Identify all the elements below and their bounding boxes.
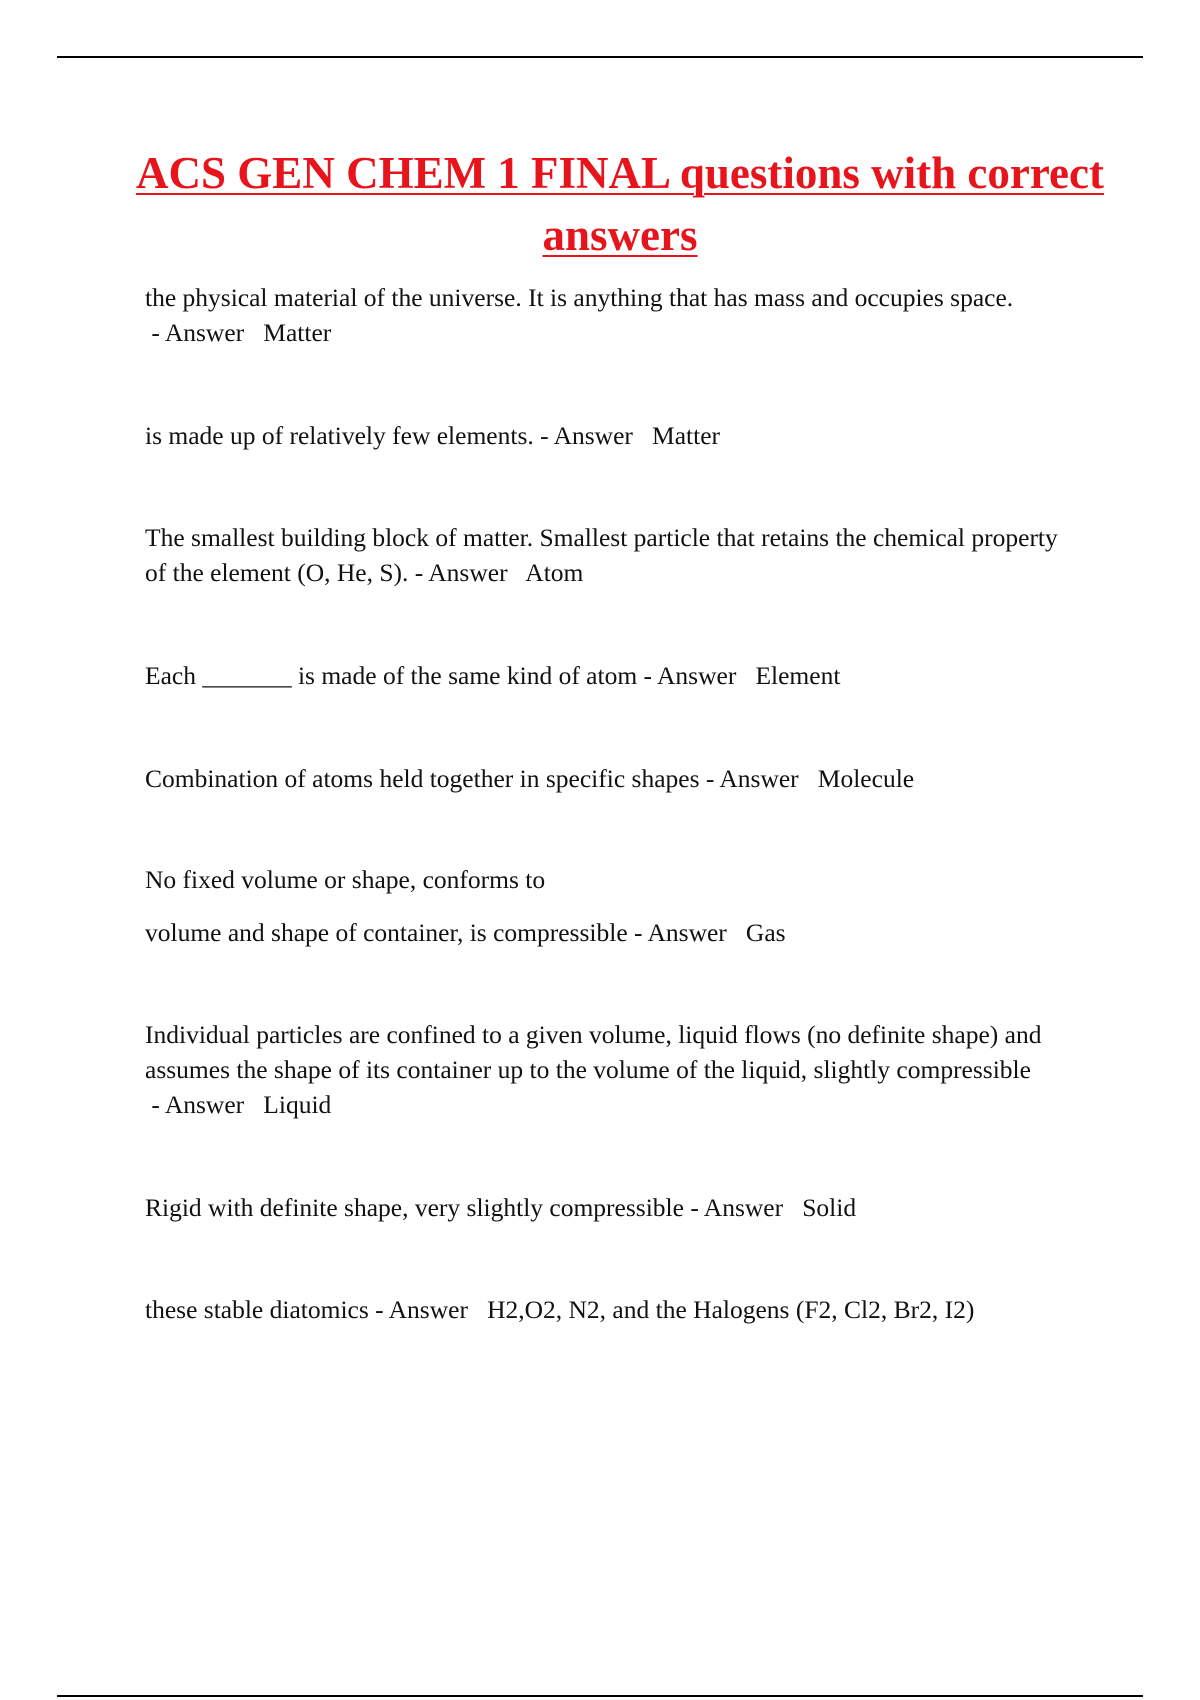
answer-text: Atom: [525, 558, 584, 587]
question-text: Each _______ is made of the same kind of atom: [145, 661, 638, 690]
question-text: these stable diatomics: [145, 1295, 369, 1324]
question-text: Combination of atoms held together in specific shapes: [145, 764, 700, 793]
answer-text: Gas: [745, 918, 786, 947]
answer-text: Solid: [802, 1193, 857, 1222]
question-text: Rigid with definite shape, very slightly compressible: [145, 1193, 684, 1222]
answer-label: - Answer: [637, 661, 756, 690]
qa-item: [145, 1017, 1085, 1122]
answer-label: - Answer: [145, 1090, 264, 1119]
question-text: Individual particles are confined to a given volume, liquid flows (no definite shape) and assumes the shape of its container up to the volume of the liquid, slightly compressible: [145, 1020, 1042, 1084]
qa-item: [145, 418, 1085, 453]
qa-item: [145, 1292, 1085, 1327]
bottom-rule: [57, 1695, 1143, 1697]
answer-text: Matter: [652, 421, 721, 450]
answer-label: - Answer: [533, 421, 653, 450]
question-text-line2-row: [145, 915, 1085, 950]
question-text: the physical material of the universe. It is anything that has mass and occupies space.: [145, 283, 1014, 312]
answer-text: Element: [755, 661, 841, 690]
qa-item: [145, 761, 1085, 796]
question-text: is made up of relatively few elements.: [145, 421, 534, 450]
answer-text: H2,O2, N2, and the Halogens (F2, Cl2, Br2, I2): [487, 1295, 975, 1324]
answer-text: Liquid: [263, 1090, 332, 1119]
answer-label: - Answer: [145, 318, 264, 347]
question-text-line2: volume and shape of container, is compressible: [145, 918, 628, 947]
question-text-line1: No fixed volume or shape, conforms to: [145, 865, 546, 894]
qa-item: [145, 280, 1085, 350]
document-title: ACS GEN CHEM 1 FINAL questions with correct answers: [136, 148, 1104, 260]
answer-text: Matter: [263, 318, 332, 347]
answer-label: - Answer: [627, 918, 746, 947]
answer-label: - Answer: [368, 1295, 488, 1324]
top-rule: [57, 56, 1143, 58]
qa-item: [145, 1190, 1085, 1225]
qa-item: [145, 658, 1085, 693]
answer-label: - Answer: [408, 558, 526, 587]
answer-label: - Answer: [683, 1193, 803, 1222]
qa-item: [145, 862, 1085, 950]
question-text: The smallest building block of matter. Smallest particle that retains the chemical property of the element (O, He, S).: [145, 523, 1058, 587]
answer-text: Molecule: [817, 764, 915, 793]
answer-label: - Answer: [699, 764, 818, 793]
qa-item: [145, 520, 1085, 590]
